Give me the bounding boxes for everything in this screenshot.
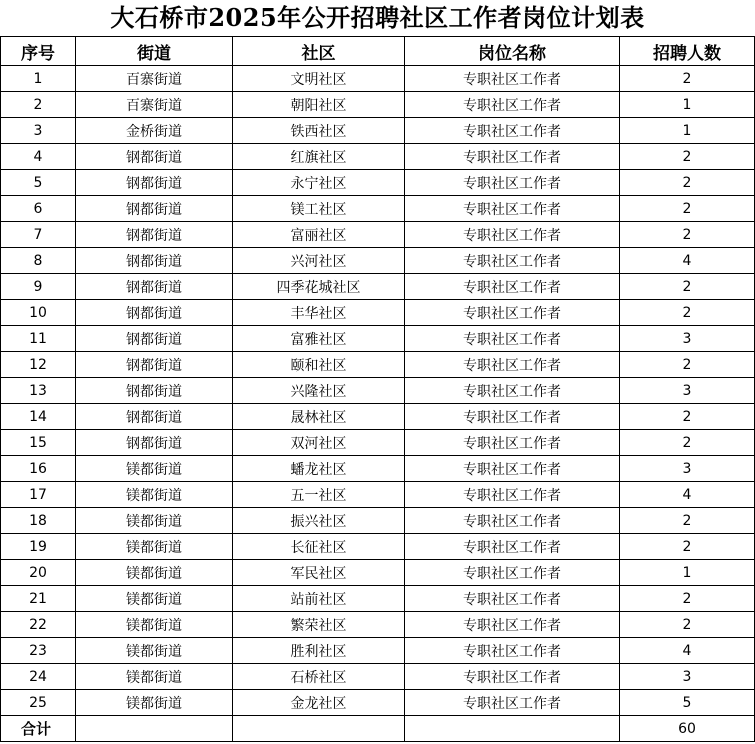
cell-street: 镁都街道 [76,560,233,586]
cell-position: 专职社区工作者 [405,404,620,430]
cell-street: 钢都街道 [76,222,233,248]
cell-position: 专职社区工作者 [405,196,620,222]
cell-count: 3 [620,378,755,404]
cell-community: 富雅社区 [233,326,405,352]
cell-index: 9 [1,274,76,300]
cell-count: 2 [620,300,755,326]
cell-count: 2 [620,144,755,170]
header-community: 社区 [233,37,405,66]
cell-community: 朝阳社区 [233,92,405,118]
cell-index: 24 [1,664,76,690]
cell-index: 21 [1,586,76,612]
cell-count: 5 [620,690,755,716]
cell-count: 2 [620,196,755,222]
cell-position: 专职社区工作者 [405,430,620,456]
cell-index: 5 [1,170,76,196]
table-row [1,170,755,196]
header-street: 街道 [76,37,233,66]
total-value: 60 [620,716,755,742]
cell-count: 2 [620,586,755,612]
cell-street: 镁都街道 [76,690,233,716]
cell-count: 3 [620,456,755,482]
cell-count: 1 [620,560,755,586]
table-body [1,66,755,716]
cell-position: 专职社区工作者 [405,664,620,690]
table-row [1,248,755,274]
cell-street: 镁都街道 [76,638,233,664]
table-row [1,404,755,430]
cell-index: 15 [1,430,76,456]
cell-street: 钢都街道 [76,248,233,274]
cell-community: 文明社区 [233,66,405,92]
cell-index: 2 [1,92,76,118]
table-row [1,118,755,144]
table-row [1,378,755,404]
cell-street: 百寨街道 [76,66,233,92]
cell-count: 2 [620,352,755,378]
table-row [1,508,755,534]
total-empty-cell [233,716,405,742]
header-index: 序号 [1,37,76,66]
cell-community: 金龙社区 [233,690,405,716]
cell-count: 2 [620,612,755,638]
table-row [1,222,755,248]
cell-index: 19 [1,534,76,560]
cell-position: 专职社区工作者 [405,274,620,300]
cell-count: 1 [620,118,755,144]
cell-street: 钢都街道 [76,430,233,456]
cell-position: 专职社区工作者 [405,170,620,196]
total-row [1,716,755,742]
cell-street: 镁都街道 [76,482,233,508]
cell-street: 镁都街道 [76,586,233,612]
cell-community: 兴隆社区 [233,378,405,404]
cell-position: 专职社区工作者 [405,456,620,482]
total-empty-cell [405,716,620,742]
cell-count: 2 [620,66,755,92]
cell-position: 专职社区工作者 [405,612,620,638]
cell-community: 红旗社区 [233,144,405,170]
cell-count: 4 [620,248,755,274]
header-position: 岗位名称 [405,37,620,66]
cell-position: 专职社区工作者 [405,248,620,274]
cell-position: 专职社区工作者 [405,482,620,508]
cell-count: 2 [620,534,755,560]
cell-index: 17 [1,482,76,508]
cell-count: 3 [620,326,755,352]
cell-community: 双河社区 [233,430,405,456]
cell-community: 军民社区 [233,560,405,586]
cell-index: 14 [1,404,76,430]
table-row [1,456,755,482]
cell-community: 富丽社区 [233,222,405,248]
cell-position: 专职社区工作者 [405,66,620,92]
cell-position: 专职社区工作者 [405,638,620,664]
cell-index: 22 [1,612,76,638]
cell-count: 2 [620,430,755,456]
cell-count: 2 [620,274,755,300]
total-empty-cell [76,716,233,742]
table-header-row [1,37,755,66]
cell-street: 钢都街道 [76,274,233,300]
cell-index: 23 [1,638,76,664]
cell-community: 蟠龙社区 [233,456,405,482]
cell-street: 镁都街道 [76,534,233,560]
table-row [1,586,755,612]
cell-index: 1 [1,66,76,92]
cell-street: 金桥街道 [76,118,233,144]
cell-community: 繁荣社区 [233,612,405,638]
table-row [1,300,755,326]
cell-community: 长征社区 [233,534,405,560]
page-title: 大石桥市2025年公开招聘社区工作者岗位计划表 [110,3,645,32]
cell-index: 8 [1,248,76,274]
cell-street: 镁都街道 [76,508,233,534]
cell-index: 18 [1,508,76,534]
cell-position: 专职社区工作者 [405,222,620,248]
cell-community: 晟林社区 [233,404,405,430]
cell-index: 10 [1,300,76,326]
cell-index: 20 [1,560,76,586]
total-label: 合计 [1,716,76,742]
cell-community: 站前社区 [233,586,405,612]
cell-index: 6 [1,196,76,222]
cell-position: 专职社区工作者 [405,326,620,352]
table-row [1,274,755,300]
cell-street: 钢都街道 [76,300,233,326]
cell-position: 专职社区工作者 [405,300,620,326]
cell-position: 专职社区工作者 [405,352,620,378]
cell-street: 钢都街道 [76,352,233,378]
table-row [1,430,755,456]
cell-count: 2 [620,508,755,534]
table-row [1,690,755,716]
cell-community: 丰华社区 [233,300,405,326]
cell-position: 专职社区工作者 [405,92,620,118]
cell-community: 永宁社区 [233,170,405,196]
cell-street: 镁都街道 [76,664,233,690]
recruitment-table [0,36,755,742]
table-row [1,92,755,118]
cell-community: 四季花城社区 [233,274,405,300]
cell-position: 专职社区工作者 [405,534,620,560]
cell-count: 4 [620,482,755,508]
table-row [1,534,755,560]
cell-index: 7 [1,222,76,248]
cell-street: 百寨街道 [76,92,233,118]
cell-street: 钢都街道 [76,378,233,404]
cell-position: 专职社区工作者 [405,378,620,404]
cell-street: 镁都街道 [76,456,233,482]
cell-position: 专职社区工作者 [405,560,620,586]
cell-street: 钢都街道 [76,170,233,196]
cell-community: 五一社区 [233,482,405,508]
cell-count: 4 [620,638,755,664]
cell-index: 3 [1,118,76,144]
cell-community: 胜利社区 [233,638,405,664]
cell-community: 铁西社区 [233,118,405,144]
cell-count: 1 [620,92,755,118]
cell-community: 镁工社区 [233,196,405,222]
table-row [1,144,755,170]
cell-index: 11 [1,326,76,352]
cell-count: 2 [620,222,755,248]
table-row [1,482,755,508]
table-row [1,352,755,378]
cell-street: 钢都街道 [76,326,233,352]
cell-index: 4 [1,144,76,170]
table-row [1,66,755,92]
cell-index: 16 [1,456,76,482]
cell-count: 3 [620,664,755,690]
cell-community: 振兴社区 [233,508,405,534]
cell-street: 钢都街道 [76,196,233,222]
table-row [1,326,755,352]
cell-position: 专职社区工作者 [405,508,620,534]
cell-position: 专职社区工作者 [405,690,620,716]
cell-community: 石桥社区 [233,664,405,690]
cell-count: 2 [620,404,755,430]
cell-position: 专职社区工作者 [405,118,620,144]
cell-position: 专职社区工作者 [405,586,620,612]
cell-index: 25 [1,690,76,716]
table-row [1,638,755,664]
table-row [1,560,755,586]
cell-position: 专职社区工作者 [405,144,620,170]
cell-street: 镁都街道 [76,612,233,638]
cell-count: 2 [620,170,755,196]
cell-street: 钢都街道 [76,144,233,170]
cell-community: 兴河社区 [233,248,405,274]
table-row [1,196,755,222]
cell-index: 13 [1,378,76,404]
table-row [1,664,755,690]
cell-street: 钢都街道 [76,404,233,430]
cell-community: 颐和社区 [233,352,405,378]
cell-index: 12 [1,352,76,378]
header-count: 招聘人数 [620,37,755,66]
table-row [1,612,755,638]
